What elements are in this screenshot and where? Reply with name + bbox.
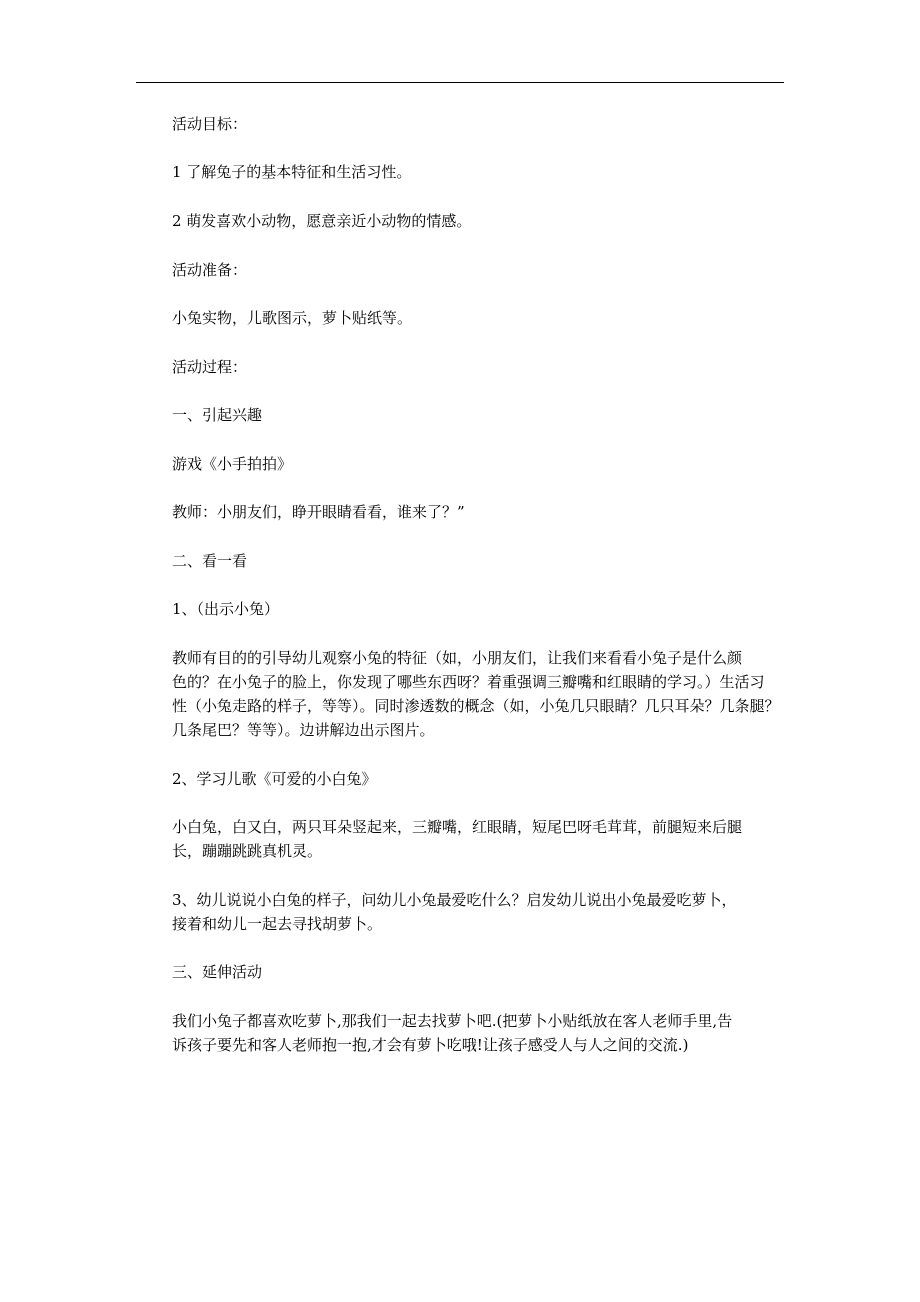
header-rule [136,82,784,83]
step-2-text-line: 小白兔，白又白，两只耳朵竖起来，三瓣嘴，红眼睛，短尾巴呀毛茸茸，前腿短来后腿 [172,818,743,836]
goal-1: 1 了解兔子的基本特征和生活习性。 [172,163,412,181]
goal-2: 2 萌发喜欢小动物，愿意亲近小动物的情感。 [172,212,472,230]
step-1-text-line: 色的？在小兔子的脸上，你发现了哪些东西呀？着重强调三瓣嘴和红眼睛的学习。）生活习 [172,673,765,691]
game-title: 游戏《小手拍拍》 [172,455,293,473]
extension-text-line: 诉孩子要先和客人老师抱一抱,才会有萝卜吃哦!让孩子感受人与人之间的交流.) [172,1036,689,1054]
section-1-heading: 一、引起兴趣 [172,406,263,424]
section-2-heading: 二、看一看 [172,552,248,570]
step-1-text-line: 教师有目的的引导幼儿观察小兔的特征（如，小朋友们，让我们来看看小兔子是什么颜 [172,649,743,667]
step-2-heading: 2、学习儿歌《可爱的小白兔》 [172,770,377,788]
step-3-text-line: 3、幼儿说说小白兔的样子，问幼儿小兔最爱吃什么？启发幼儿说出小兔最爱吃萝卜， [172,891,737,909]
prep-text: 小兔实物，儿歌图示，萝卜贴纸等。 [172,309,413,327]
step-3-text-line: 接着和幼儿一起去寻找胡萝卜。 [172,915,383,933]
prep-heading: 活动准备： [172,261,248,279]
extension-text-line: 我们小兔子都喜欢吃萝卜,那我们一起去找萝卜吧.(把萝卜小贴纸放在客人老师手里,告 [172,1012,733,1030]
goals-heading: 活动目标： [172,115,248,133]
step-2-text-line: 长，蹦蹦跳跳真机灵。 [172,842,323,860]
teacher-line: 教师：小朋友们，睁开眼睛看看，谁来了？” [172,503,465,521]
step-1-text-line: 性（小兔走路的样子，等等）。同时渗透数的概念（如，小兔几只眼睛？几只耳朵？几条腿？ [172,697,780,715]
step-1-heading: 1、（出示小兔） [172,600,280,618]
step-1-text-line: 几条尾巴？等等）。边讲解边出示图片。 [172,721,435,739]
process-heading: 活动过程： [172,358,248,376]
section-3-heading: 三、延伸活动 [172,963,263,981]
